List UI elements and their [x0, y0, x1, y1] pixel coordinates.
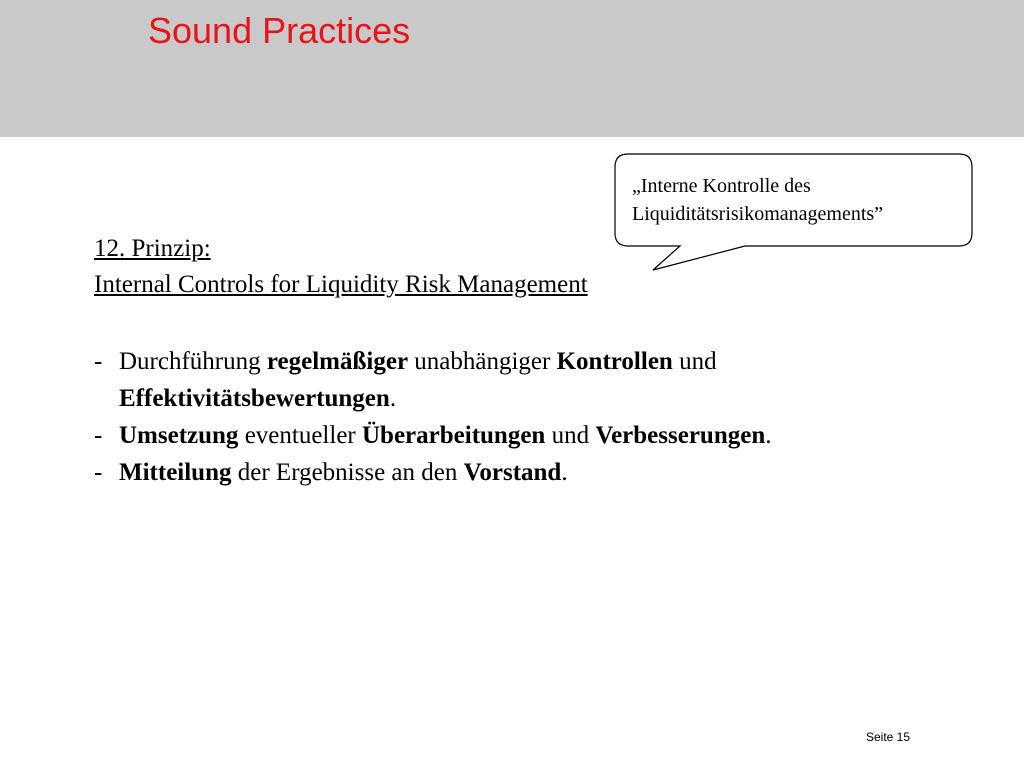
slide-title: Sound Practices: [148, 10, 411, 51]
bullet-text-segment: .: [765, 422, 772, 449]
page-number: Seite 15: [866, 730, 911, 744]
bullet-bold-segment: Kontrollen: [556, 348, 673, 375]
bullet-text: [119, 343, 974, 417]
bullet-text-segment: .: [389, 385, 397, 412]
bullet-text: [119, 454, 974, 491]
bullet-text-segment: .: [561, 459, 568, 486]
bullet-dash: -: [94, 348, 103, 375]
bullet-dash: -: [94, 459, 103, 486]
principle-number: 12. Prinzip:: [94, 235, 211, 262]
bullet-bold-segment: Verbesserungen: [595, 422, 766, 449]
list-item: [94, 454, 974, 491]
bullet-text-segment: und: [672, 348, 717, 375]
bullet-dash: -: [94, 422, 103, 449]
bullet-bold-segment: regelmäßiger: [266, 348, 409, 375]
bullet-bold-segment: Überarbeitungen: [362, 422, 546, 449]
principle-block: [94, 231, 974, 303]
bullet-text-segment: Durchführung: [119, 348, 267, 375]
bullet-bold-segment: Effektivitätsbewertungen: [119, 385, 390, 412]
bullet-text-segment: eventueller: [238, 422, 362, 449]
bullet-list: [94, 343, 974, 491]
list-item: [94, 417, 974, 454]
bullet-text-segment: der Ergebnisse an den: [231, 459, 464, 486]
principle-title: Internal Controls for Liquidity Risk Management: [94, 271, 588, 298]
list-item: [94, 343, 974, 417]
bullet-text-segment: unabhängiger: [408, 348, 557, 375]
bullet-bold-segment: Vorstand: [463, 459, 562, 486]
bullet-text: [119, 417, 974, 454]
bullet-bold-segment: Umsetzung: [119, 422, 239, 449]
bullet-text-segment: und: [545, 422, 596, 449]
callout-line-1: „Interne Kontrolle des: [632, 175, 811, 197]
bullet-bold-segment: Mitteilung: [119, 459, 232, 486]
speech-bubble-text: [632, 172, 967, 228]
callout-line-2: Liquiditätsrisikomanagements”: [632, 203, 884, 225]
